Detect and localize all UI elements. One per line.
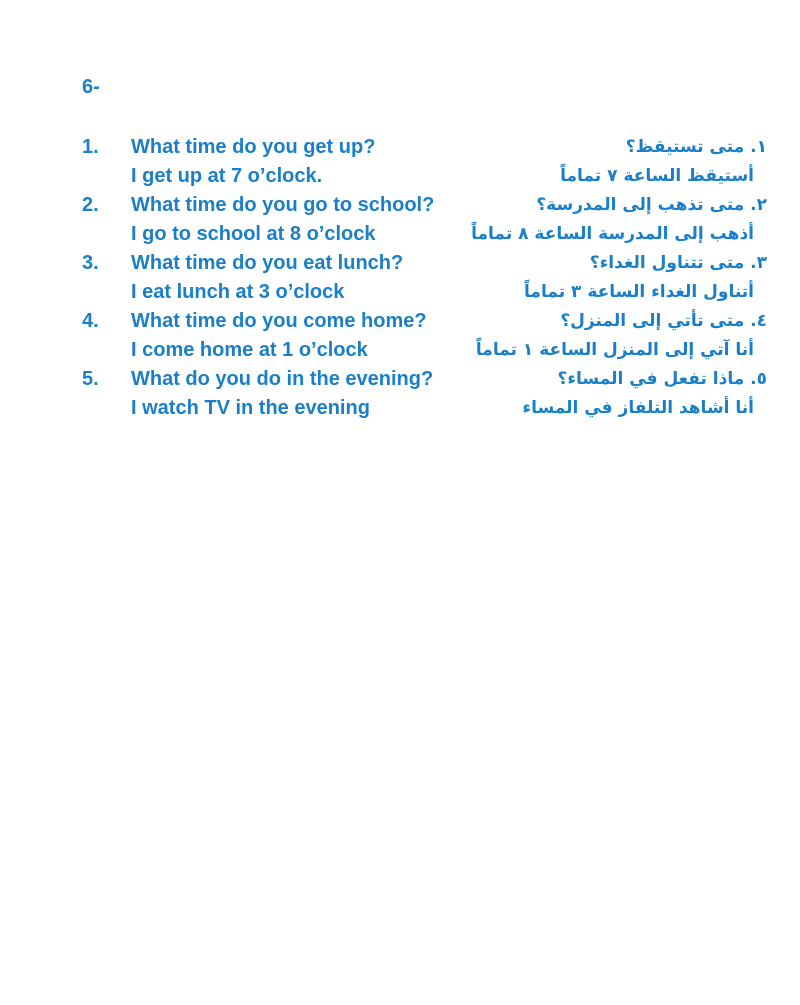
question-arabic: ٣. متى تتناول الغداء؟ [589, 253, 767, 273]
question-line [82, 307, 782, 336]
answer-english: I eat lunch at 3 o’clock [131, 281, 345, 303]
question-line [82, 191, 782, 220]
question-arabic: ٤. متى تأتي إلى المنزل؟ [560, 311, 767, 331]
answer-line [82, 394, 782, 423]
question-arabic: ١. متى تستيقظ؟ [625, 137, 767, 157]
question-english: What time do you eat lunch? [131, 252, 404, 274]
qa-list [82, 133, 782, 423]
answer-arabic: أنا آتي إلى المنزل الساعة ١ تماماً [475, 340, 754, 360]
question-line [82, 249, 782, 278]
answer-english: I watch TV in the evening [131, 397, 370, 419]
item-number: 2. [82, 194, 99, 216]
answer-arabic: أتناول الغداء الساعة ٣ تماماً [524, 282, 754, 302]
answer-arabic: أنا أشاهد التلفاز في المساء [522, 398, 754, 418]
qa-item-5 [82, 365, 782, 423]
question-english: What time do you go to school? [131, 194, 435, 216]
qa-item-2 [82, 191, 782, 249]
answer-english: I come home at 1 o’clock [131, 339, 368, 361]
qa-item-3 [82, 249, 782, 307]
question-arabic: ٢. متى تذهب إلى المدرسة؟ [536, 195, 767, 215]
question-english: What do you do in the evening? [131, 368, 434, 390]
question-line [82, 365, 782, 394]
answer-line [82, 162, 782, 191]
answer-arabic: أذهب إلى المدرسة الساعة ٨ تماماً [471, 224, 754, 244]
answer-line [82, 336, 782, 365]
item-number: 4. [82, 310, 99, 332]
item-number: 5. [82, 368, 99, 390]
answer-english: I get up at 7 o’clock. [131, 165, 323, 187]
item-number: 1. [82, 136, 99, 158]
qa-item-4 [82, 307, 782, 365]
question-arabic: ٥. ماذا تفعل في المساء؟ [557, 369, 767, 389]
question-english: What time do you get up? [131, 136, 376, 158]
answer-line [82, 278, 782, 307]
question-english: What time do you come home? [131, 310, 427, 332]
item-number: 3. [82, 252, 99, 274]
question-line [82, 133, 782, 162]
answer-arabic: أستيقظ الساعة ٧ تماماً [560, 166, 754, 186]
section-number: 6- [82, 76, 100, 98]
qa-item-1 [82, 133, 782, 191]
answer-english: I go to school at 8 o’clock [131, 223, 376, 245]
answer-line [82, 220, 782, 249]
